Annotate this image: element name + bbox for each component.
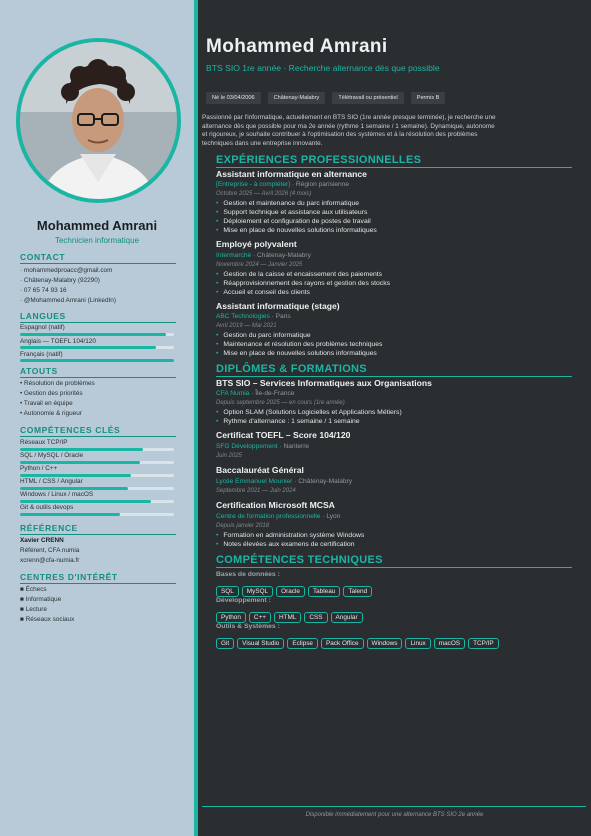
atout-item: • Résolution de problèmes	[20, 380, 95, 387]
school-location: · Châtenay-Malabry	[292, 478, 353, 485]
competence-label: Git & outils devops	[20, 504, 74, 511]
company-name: [Entreprise - à compléter]	[216, 181, 291, 188]
atout-item: • Travail en équipe	[20, 400, 73, 407]
job-title: Assistant informatique en alternance	[216, 169, 367, 179]
diploma-school	[216, 390, 294, 397]
school-name: Centre de formation professionnelle	[216, 513, 321, 520]
job-bullet: • Maintenance et résolution des problèmes techniques	[216, 341, 382, 348]
atout-item: • Gestion des priorités	[20, 390, 83, 397]
job-company	[216, 181, 349, 188]
diploma-bullet: • Notes élevées aux examens de certification	[216, 541, 355, 548]
atouts-heading: ATOUTS	[20, 366, 176, 378]
competence-label: Python / C++	[20, 465, 58, 472]
competence-level	[20, 500, 151, 503]
school-location: · Lyon	[320, 513, 341, 520]
license-chip: Permis B	[411, 92, 446, 104]
job-bullet: • Gestion de la caisse et encaissement des paiements	[216, 271, 382, 278]
diploma-title: Certificat TOEFL – Score 104/120	[216, 430, 351, 440]
skill-tag: HTML	[274, 612, 301, 623]
job-bullet: • Support technique et assistance aux utilisateurs	[216, 209, 367, 216]
education-heading: DIPLÔMES & FORMATIONS	[216, 363, 572, 377]
langue-bar	[20, 333, 174, 336]
interet-item: ■ Réseaux sociaux	[20, 616, 75, 623]
diploma-dates: Depuis septembre 2025 — en cours (1re année)	[216, 400, 345, 406]
job-bullet: • Déploiement et configuration de postes de travail	[216, 218, 371, 225]
school-name: CFA Numia	[216, 390, 250, 397]
competence-bar	[20, 487, 174, 490]
skills-category: Outils & Systèmes :	[216, 623, 280, 630]
skill-tag: Tableau	[308, 586, 340, 597]
langue-bar	[20, 359, 174, 362]
skill-tag: Angular	[331, 612, 363, 623]
competence-bar	[20, 513, 174, 516]
job-dates: Octobre 2025 — Avril 2026 (4 mois)	[216, 191, 312, 197]
school-name: Lycée Emmanuel Mounier	[216, 478, 293, 485]
summary	[202, 114, 496, 148]
skill-tag: MySQL	[242, 586, 273, 597]
experience-heading: EXPÉRIENCES PROFESSIONNELLES	[216, 154, 572, 168]
interet-item: ■ Échecs	[20, 586, 47, 593]
competence-level	[20, 513, 120, 516]
langue-label: Anglais — TOEFL 104/120	[20, 338, 96, 345]
skill-tag: Talend	[343, 586, 372, 597]
reference-role: Référent, CFA numia	[20, 547, 80, 554]
job-company	[216, 313, 291, 320]
company-name: ABC Technologies	[216, 313, 270, 320]
competence-level	[20, 474, 131, 477]
skill-tag: Git	[216, 638, 234, 649]
sidebar-role: Technicien informatique	[54, 236, 140, 245]
competence-label: HTML / CSS / Angular	[20, 478, 83, 485]
competence-level	[20, 487, 128, 490]
footer-note: Disponible immédiatement pour une alternance BTS SIO 2e année	[305, 812, 484, 818]
langue-label: Français (natif)	[20, 351, 63, 358]
main-content	[198, 0, 591, 836]
summary-line: alternance dès que possible pour ma 2e année (rythme 1 semaine / 1 semaine). Dynamique, autonome	[202, 122, 495, 130]
school-location: · Nanterre	[277, 443, 310, 450]
job-bullet: • Réapprovisionnement des rayons et gestion des stocks	[216, 280, 390, 287]
skill-tag: macOS	[434, 638, 465, 649]
reference-name: Xavier CRENN	[20, 537, 64, 544]
page-title: Mohammed Amrani	[206, 36, 388, 57]
skill-tag: Eclipse	[287, 638, 318, 649]
job-bullet: • Accueil et conseil des clients	[216, 289, 310, 296]
skill-tag: C++	[249, 612, 271, 623]
school-name: SFG Développement	[216, 443, 278, 450]
company-name: Intermarché	[216, 252, 252, 259]
diploma-dates: Depuis janvier 2018	[216, 523, 270, 529]
contact-phone[interactable]: · 07 65 74 93 16	[20, 287, 67, 294]
skills-heading: COMPÉTENCES TECHNIQUES	[216, 554, 572, 568]
diploma-title: Baccalauréat Général	[216, 465, 304, 475]
job-bullet: • Mise en place de nouvelles solutions informatiques	[216, 350, 377, 357]
diploma-dates: Septembre 2021 — Juin 2024	[216, 488, 296, 494]
job-bullet: • Gestion et maintenance du parc informatique	[216, 200, 359, 207]
competence-bar	[20, 448, 174, 451]
diploma-bullet: • Option SLAM (Solutions Logicielles et Applications Métiers)	[216, 409, 402, 416]
competence-level	[20, 448, 143, 451]
langue-level	[20, 333, 166, 336]
diploma-bullet: • Rythme d'alternance : 1 semaine / 1 semaine	[216, 418, 360, 425]
skills-tags	[216, 632, 502, 650]
skill-tag: CSS	[304, 612, 327, 623]
langue-bar	[20, 346, 174, 349]
diploma-title: Certification Microsoft MCSA	[216, 500, 335, 510]
job-dates: Novembre 2024 — Janvier 2025	[216, 262, 303, 268]
skills-tags	[216, 606, 366, 624]
skill-tag: Oracle	[276, 586, 305, 597]
langue-level	[20, 346, 156, 349]
profile-photo	[16, 38, 181, 203]
competence-label: Réseaux TCP/IP	[20, 439, 68, 446]
competence-label: SQL / MySQL / Oracle	[20, 452, 84, 459]
skill-tag: SQL	[216, 586, 239, 597]
contact-email[interactable]: · mohammedproacc@gmail.com	[20, 267, 113, 274]
footer-divider	[202, 806, 586, 807]
worktype-chip: Télétravail ou présentiel	[332, 92, 403, 104]
company-location: · Châtenay-Malabry	[251, 252, 311, 259]
birthdate-chip: Né le 03/04/2006	[206, 92, 261, 104]
competences-heading: COMPÉTENCES CLÉS	[20, 425, 176, 437]
interet-item: ■ Informatique	[20, 596, 62, 603]
skill-tag: TCP/IP	[468, 638, 499, 649]
langue-label: Espagnol (natif)	[20, 324, 65, 331]
job-bullet: • Gestion du parc informatique	[216, 332, 311, 339]
sidebar-name: Mohammed Amrani	[36, 218, 158, 233]
skills-category: Bases de données :	[216, 571, 280, 578]
contact-linkedin[interactable]: · @Mohammed Amrani (LinkedIn)	[20, 297, 116, 304]
skill-tag: Windows	[367, 638, 403, 649]
competence-label: Windows / Linux / macOS	[20, 491, 94, 498]
info-chips	[206, 86, 452, 104]
diploma-dates: Juin 2025	[216, 453, 243, 459]
job-title: Employé polyvalent	[216, 239, 297, 249]
skill-tag: Pack Office	[321, 638, 364, 649]
diploma-school	[216, 513, 340, 520]
skill-tag: Linux	[405, 638, 430, 649]
diploma-title: BTS SIO – Services Informatiques aux Organisations	[216, 378, 432, 388]
location-chip: Châtenay-Malabry	[268, 92, 326, 104]
competence-bar	[20, 461, 174, 464]
diploma-bullet: • Formation en administration système Windows	[216, 532, 364, 539]
skill-tag: Python	[216, 612, 246, 623]
contact-location: · Châtenay-Malabry (92290)	[20, 277, 100, 284]
competence-bar	[20, 474, 174, 477]
competence-level	[20, 461, 140, 464]
sidebar	[0, 0, 194, 836]
job-company	[216, 252, 311, 259]
diploma-school	[216, 478, 352, 485]
page-subtitle: BTS SIO 1re année · Recherche alternance dès que possible	[206, 63, 440, 73]
job-dates: Avril 2019 — Mai 2021	[216, 323, 277, 329]
reference-email[interactable]: xcrenn@cfa-numia.fr	[20, 557, 80, 564]
langue-level	[20, 359, 174, 362]
skill-tag: Visual Studio	[237, 638, 284, 649]
summary-line: techniques dans une entreprise innovante.	[202, 139, 323, 147]
job-title: Assistant informatique (stage)	[216, 301, 340, 311]
summary-line: Passionné par l'informatique, actuellement en BTS SIO (1re année presque terminée), je recherche une	[202, 114, 496, 121]
diploma-school	[216, 443, 309, 450]
summary-line: et rigoureux, je souhaite contribuer à l'optimisation des systèmes et à la résolution des problèmes	[202, 131, 478, 138]
job-bullet: • Mise en place de nouvelles solutions informatiques	[216, 227, 377, 234]
skills-tags	[216, 580, 375, 598]
competence-bar	[20, 500, 174, 503]
company-location: · Région parisienne	[290, 181, 350, 188]
atout-item: • Autonomie & rigueur	[20, 410, 82, 417]
company-location: · Paris	[269, 313, 291, 320]
interet-item: ■ Lecture	[20, 606, 47, 613]
school-location: · Île-de-France	[249, 390, 295, 397]
reference-heading: RÉFÉRENCE	[20, 523, 176, 535]
langues-heading: LANGUES	[20, 311, 176, 323]
interets-heading: CENTRES D'INTÉRÊT	[20, 572, 176, 584]
skills-category: Développement :	[216, 597, 271, 604]
contact-heading: CONTACT	[20, 252, 176, 264]
